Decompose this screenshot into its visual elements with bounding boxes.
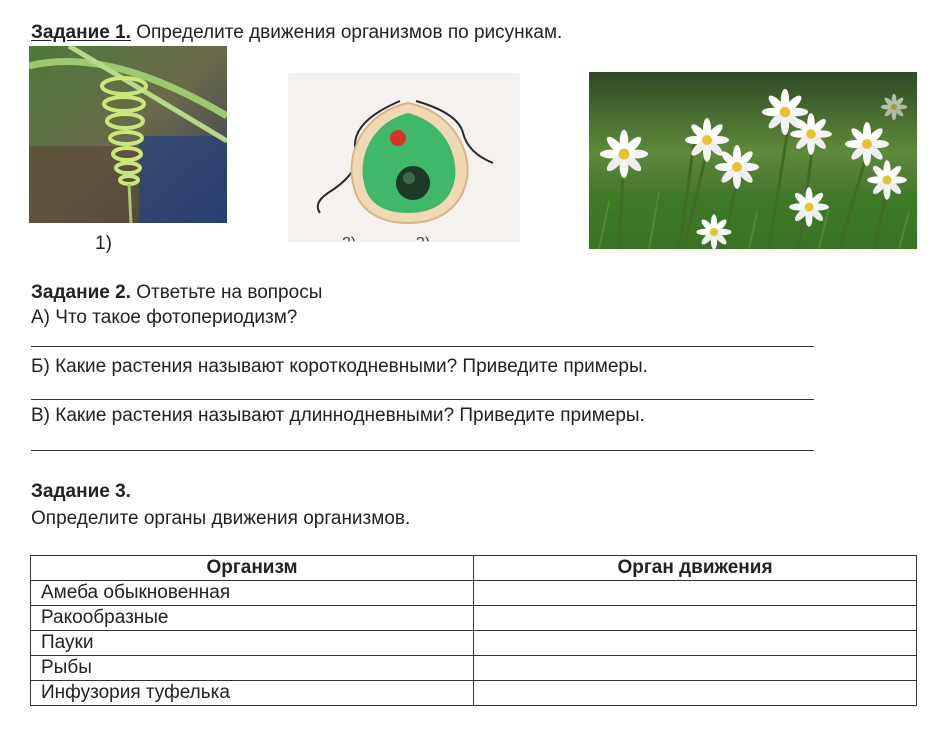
organ-cell[interactable] <box>474 581 917 606</box>
organ-cell[interactable] <box>474 631 917 656</box>
answer-line-b[interactable] <box>31 399 814 400</box>
task3-text: Определите органы движения организмов. <box>31 508 411 529</box>
question-a: А) Что такое фотопериодизм? <box>31 307 298 328</box>
euglena-image <box>288 73 520 247</box>
organism-cell: Амеба обыкновенная <box>31 581 474 606</box>
table-row <box>31 631 917 656</box>
task2-heading <box>31 282 322 304</box>
question-c: В) Какие растения называют длиннодневными? Приведите примеры. <box>31 405 645 426</box>
organism-cell: Инфузория туфелька <box>31 681 474 706</box>
organ-cell[interactable] <box>474 681 917 706</box>
table-row <box>31 581 917 606</box>
table-header-row <box>31 556 917 581</box>
header-organism: Организм <box>31 556 474 581</box>
organs-table <box>30 555 917 706</box>
table-row <box>31 681 917 706</box>
task1-text: Определите движения организмов по рисункам. <box>130 22 563 43</box>
daisies-image <box>589 72 917 249</box>
organism-cell: Рыбы <box>31 656 474 681</box>
tendril-image <box>29 46 227 223</box>
caption-1: 1) <box>95 233 112 254</box>
organism-cell: Пауки <box>31 631 474 656</box>
answer-line-a[interactable] <box>31 346 814 347</box>
task3-label: Задание 3. <box>31 481 131 502</box>
table-row <box>31 656 917 681</box>
task1-heading <box>31 22 562 44</box>
task3-heading <box>31 481 131 503</box>
header-organ: Орган движения <box>474 556 917 581</box>
task2-label: Задание 2. <box>31 282 131 303</box>
table-row <box>31 606 917 631</box>
task2-text: Ответьте на вопросы <box>130 282 323 303</box>
organ-cell[interactable] <box>474 656 917 681</box>
task1-label: Задание 1. <box>31 22 131 43</box>
organ-cell[interactable] <box>474 606 917 631</box>
question-b: Б) Какие растения называют короткодневными? Приведите примеры. <box>31 356 648 377</box>
organism-cell: Ракообразные <box>31 606 474 631</box>
answer-line-c[interactable] <box>31 450 814 451</box>
